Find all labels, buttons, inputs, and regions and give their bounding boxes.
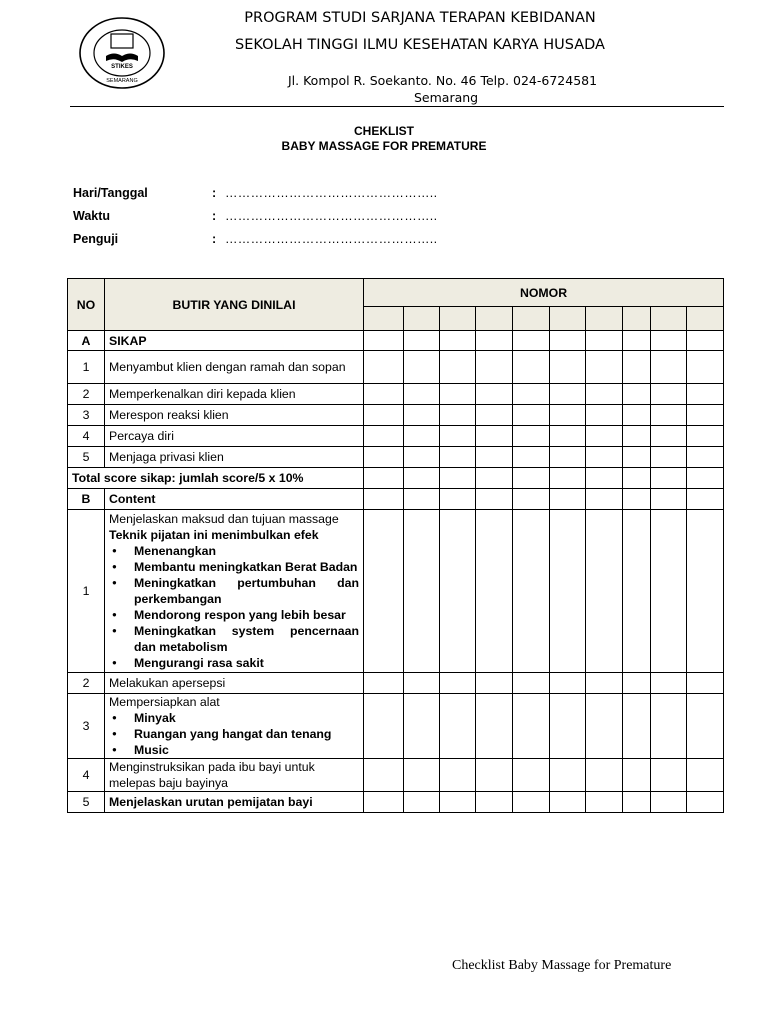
score-cell[interactable]	[404, 468, 440, 489]
school-address: Jl. Kompol R. Soekanto. No. 46 Telp. 024-6724581	[288, 73, 598, 88]
logo-city: SEMARANG	[106, 78, 138, 84]
section-letter: B	[68, 489, 105, 510]
row-item: Percaya diri	[105, 426, 364, 447]
section-label: SIKAP	[105, 331, 364, 351]
score-cell[interactable]	[550, 489, 586, 510]
score-cell[interactable]	[513, 694, 550, 759]
row-item: Melakukan apersepsi	[105, 673, 364, 694]
row-item: Memperkenalkan diri kepada klien	[105, 384, 364, 405]
score-cell[interactable]	[513, 510, 550, 673]
score-cell[interactable]	[364, 792, 404, 813]
score-cell[interactable]	[623, 426, 651, 447]
row-item: Menjaga privasi klien	[105, 447, 364, 468]
score-cell[interactable]	[623, 447, 651, 468]
score-cell[interactable]	[550, 673, 586, 694]
score-cell[interactable]	[651, 405, 687, 426]
section-row	[68, 331, 724, 351]
item-intro: Mempersiapkan alat	[109, 695, 220, 709]
score-column-header	[476, 307, 513, 331]
score-cell[interactable]	[404, 351, 440, 384]
score-cell[interactable]	[440, 510, 476, 673]
score-cell[interactable]	[550, 468, 586, 489]
meta-blank-date: …………………………………………..	[225, 186, 438, 200]
row-number: 1	[68, 510, 105, 673]
score-cell[interactable]	[687, 351, 724, 384]
score-cell[interactable]	[364, 489, 404, 510]
score-cell[interactable]	[586, 759, 623, 792]
score-cell[interactable]	[364, 510, 404, 673]
score-cell[interactable]	[687, 447, 724, 468]
score-cell[interactable]	[476, 759, 513, 792]
score-cell[interactable]	[651, 510, 687, 673]
score-cell[interactable]	[440, 792, 476, 813]
score-cell[interactable]	[651, 468, 687, 489]
score-cell[interactable]	[586, 468, 623, 489]
score-cell[interactable]	[404, 447, 440, 468]
score-column-header	[687, 307, 724, 331]
table-row	[68, 351, 724, 384]
score-cell[interactable]	[404, 694, 440, 759]
list-item: ● Membantu meningkatkan Berat Badan	[109, 559, 359, 575]
list-item: ● Mengurangi rasa sakit	[109, 655, 359, 671]
score-cell[interactable]	[476, 694, 513, 759]
score-cell[interactable]	[476, 384, 513, 405]
score-column-header	[651, 307, 687, 331]
checklist-table	[67, 278, 724, 813]
score-cell[interactable]	[687, 792, 724, 813]
score-column-header	[550, 307, 586, 331]
list-item: ● Music	[109, 742, 359, 758]
score-cell[interactable]	[623, 759, 651, 792]
score-cell[interactable]	[550, 694, 586, 759]
meta-blank-time: …………………………………………..	[225, 209, 438, 223]
row-number: 3	[68, 405, 105, 426]
score-cell[interactable]	[623, 405, 651, 426]
row-item: Merespon reaksi klien	[105, 405, 364, 426]
score-cell[interactable]	[687, 331, 724, 351]
row-number: 5	[68, 447, 105, 468]
score-cell[interactable]	[687, 405, 724, 426]
header-item: BUTIR YANG DINILAI	[105, 279, 364, 331]
row-item: Menginstruksikan pada ibu bayi untuk melepas baju bayinya	[105, 759, 364, 792]
score-cell[interactable]	[651, 694, 687, 759]
score-cell[interactable]	[623, 384, 651, 405]
score-cell[interactable]	[364, 405, 404, 426]
score-cell[interactable]	[476, 673, 513, 694]
score-cell[interactable]	[687, 468, 724, 489]
list-item: ● Menenangkan	[109, 543, 359, 559]
score-cell[interactable]	[550, 351, 586, 384]
score-column-header	[440, 307, 476, 331]
score-cell[interactable]	[404, 426, 440, 447]
score-cell[interactable]	[687, 426, 724, 447]
score-column-header	[513, 307, 550, 331]
school-name: SEKOLAH TINGGI ILMU KESEHATAN KARYA HUSADA	[235, 37, 605, 53]
score-cell[interactable]	[623, 792, 651, 813]
document-subtitle: BABY MASSAGE FOR PREMATURE	[281, 139, 487, 153]
row-number: 5	[68, 792, 105, 813]
score-cell[interactable]	[404, 792, 440, 813]
score-column-header	[364, 307, 404, 331]
score-cell[interactable]	[513, 384, 550, 405]
score-cell[interactable]	[687, 384, 724, 405]
score-cell[interactable]	[476, 468, 513, 489]
list-item: ● Meningkatkan pertumbuhan dan perkembangan	[109, 575, 359, 607]
score-cell[interactable]	[651, 759, 687, 792]
score-cell[interactable]	[513, 759, 550, 792]
score-cell[interactable]	[440, 331, 476, 351]
score-cell[interactable]	[651, 351, 687, 384]
score-cell[interactable]	[623, 489, 651, 510]
section-letter: A	[68, 331, 105, 351]
score-cell[interactable]	[586, 405, 623, 426]
score-cell[interactable]	[513, 331, 550, 351]
score-cell[interactable]	[651, 426, 687, 447]
score-cell[interactable]	[476, 351, 513, 384]
item-intro: Menjelaskan maksud dan tujuan massage	[109, 512, 339, 526]
tools-list	[109, 710, 359, 758]
score-cell[interactable]	[513, 447, 550, 468]
score-cell[interactable]	[440, 759, 476, 792]
score-cell[interactable]	[623, 468, 651, 489]
logo-badge: STIKES	[111, 64, 133, 70]
score-cell[interactable]	[586, 331, 623, 351]
score-cell[interactable]	[476, 405, 513, 426]
score-cell[interactable]	[651, 447, 687, 468]
score-cell[interactable]	[550, 384, 586, 405]
list-item: ● Minyak	[109, 710, 359, 726]
score-cell[interactable]	[440, 489, 476, 510]
score-cell[interactable]	[364, 447, 404, 468]
school-city: Semarang	[414, 90, 479, 105]
score-cell[interactable]	[440, 673, 476, 694]
row-number: 2	[68, 673, 105, 694]
score-cell[interactable]	[404, 759, 440, 792]
score-cell[interactable]	[440, 426, 476, 447]
score-cell[interactable]	[476, 447, 513, 468]
score-cell[interactable]	[476, 510, 513, 673]
score-cell[interactable]	[513, 673, 550, 694]
score-cell[interactable]	[440, 447, 476, 468]
score-cell[interactable]	[623, 694, 651, 759]
document-title: CHEKLIST	[354, 124, 414, 138]
score-cell[interactable]	[586, 673, 623, 694]
row-number: 2	[68, 384, 105, 405]
score-cell[interactable]	[586, 351, 623, 384]
score-cell[interactable]	[404, 384, 440, 405]
score-cell[interactable]	[513, 489, 550, 510]
score-cell[interactable]	[440, 468, 476, 489]
score-cell[interactable]	[687, 759, 724, 792]
meta-colon: :	[212, 209, 217, 223]
row-item: Menyambut klien dengan ramah dan sopan	[105, 351, 364, 384]
score-cell[interactable]	[586, 426, 623, 447]
score-cell[interactable]	[651, 384, 687, 405]
list-item: ● Meningkatkan system pencernaan dan metabolism	[109, 623, 359, 655]
section-label: Content	[105, 489, 364, 510]
score-cell[interactable]	[623, 510, 651, 673]
score-cell[interactable]	[513, 405, 550, 426]
score-cell[interactable]	[404, 405, 440, 426]
score-cell[interactable]	[623, 351, 651, 384]
score-cell[interactable]	[687, 673, 724, 694]
score-cell[interactable]	[687, 694, 724, 759]
row-number: 4	[68, 426, 105, 447]
header-nomor: NOMOR	[364, 279, 724, 307]
score-cell[interactable]	[623, 331, 651, 351]
score-cell[interactable]	[513, 426, 550, 447]
score-cell[interactable]	[651, 331, 687, 351]
score-cell[interactable]	[364, 384, 404, 405]
score-cell[interactable]	[623, 673, 651, 694]
score-cell[interactable]	[440, 694, 476, 759]
header-divider	[70, 106, 724, 107]
score-cell[interactable]	[513, 351, 550, 384]
program-name: PROGRAM STUDI SARJANA TERAPAN KEBIDANAN	[244, 10, 596, 26]
score-cell[interactable]	[440, 405, 476, 426]
score-cell[interactable]	[651, 673, 687, 694]
score-cell[interactable]	[550, 792, 586, 813]
score-cell[interactable]	[364, 426, 404, 447]
list-item: ● Ruangan yang hangat dan tenang	[109, 726, 359, 742]
total-sikap-label: Total score sikap: jumlah score/5 x 10%	[68, 468, 364, 489]
score-cell[interactable]	[513, 468, 550, 489]
effects-list	[109, 543, 359, 671]
row-number: 1	[68, 351, 105, 384]
score-cell[interactable]	[586, 489, 623, 510]
item-subhead: Teknik pijatan ini menimbulkan efek	[109, 528, 319, 542]
score-cell[interactable]	[651, 489, 687, 510]
score-cell[interactable]	[364, 694, 404, 759]
meta-colon: :	[212, 232, 217, 246]
score-cell[interactable]	[476, 792, 513, 813]
meta-label-date: Hari/Tanggal	[73, 186, 148, 200]
score-column-header	[404, 307, 440, 331]
score-cell[interactable]	[404, 673, 440, 694]
score-cell[interactable]	[550, 405, 586, 426]
table-row	[68, 405, 724, 426]
score-cell[interactable]	[586, 384, 623, 405]
meta-colon: :	[212, 186, 217, 200]
table-row	[68, 426, 724, 447]
score-cell[interactable]	[476, 489, 513, 510]
score-cell[interactable]	[364, 759, 404, 792]
score-cell[interactable]	[404, 489, 440, 510]
score-cell[interactable]	[586, 447, 623, 468]
score-column-header	[623, 307, 651, 331]
score-cell[interactable]	[550, 331, 586, 351]
score-cell[interactable]	[364, 468, 404, 489]
score-cell[interactable]	[476, 426, 513, 447]
score-cell[interactable]	[586, 694, 623, 759]
meta-blank-examiner: …………………………………………..	[225, 232, 438, 246]
list-item: ● Mendorong respon yang lebih besar	[109, 607, 359, 623]
row-item	[105, 694, 364, 759]
score-cell[interactable]	[550, 426, 586, 447]
meta-label-examiner: Penguji	[73, 232, 119, 246]
score-cell[interactable]	[687, 489, 724, 510]
row-number: 3	[68, 694, 105, 759]
score-cell[interactable]	[440, 384, 476, 405]
total-row	[68, 468, 724, 489]
score-cell[interactable]	[586, 510, 623, 673]
score-column-header	[586, 307, 623, 331]
header-no: NO	[68, 279, 105, 331]
row-number: 4	[68, 759, 105, 792]
section-row	[68, 489, 724, 510]
score-cell[interactable]	[364, 351, 404, 384]
table-row	[68, 792, 724, 813]
row-item	[105, 510, 364, 673]
score-cell[interactable]	[513, 792, 550, 813]
score-cell[interactable]	[687, 510, 724, 673]
score-cell[interactable]	[364, 331, 404, 351]
table-row	[68, 510, 724, 673]
table-row	[68, 759, 724, 792]
table-row	[68, 447, 724, 468]
score-cell[interactable]	[550, 510, 586, 673]
score-cell[interactable]	[586, 792, 623, 813]
score-cell[interactable]	[404, 331, 440, 351]
score-cell[interactable]	[651, 792, 687, 813]
score-cell[interactable]	[550, 447, 586, 468]
table-row	[68, 694, 724, 759]
table-row	[68, 673, 724, 694]
row-item: Menjelaskan urutan pemijatan bayi	[105, 792, 364, 813]
score-cell[interactable]	[476, 331, 513, 351]
page-footer: Checklist Baby Massage for Premature	[452, 958, 672, 973]
table-row	[68, 384, 724, 405]
score-cell[interactable]	[550, 759, 586, 792]
meta-label-time: Waktu	[73, 209, 111, 223]
score-cell[interactable]	[404, 510, 440, 673]
stikes-logo	[78, 16, 166, 90]
score-cell[interactable]	[440, 351, 476, 384]
score-cell[interactable]	[364, 673, 404, 694]
